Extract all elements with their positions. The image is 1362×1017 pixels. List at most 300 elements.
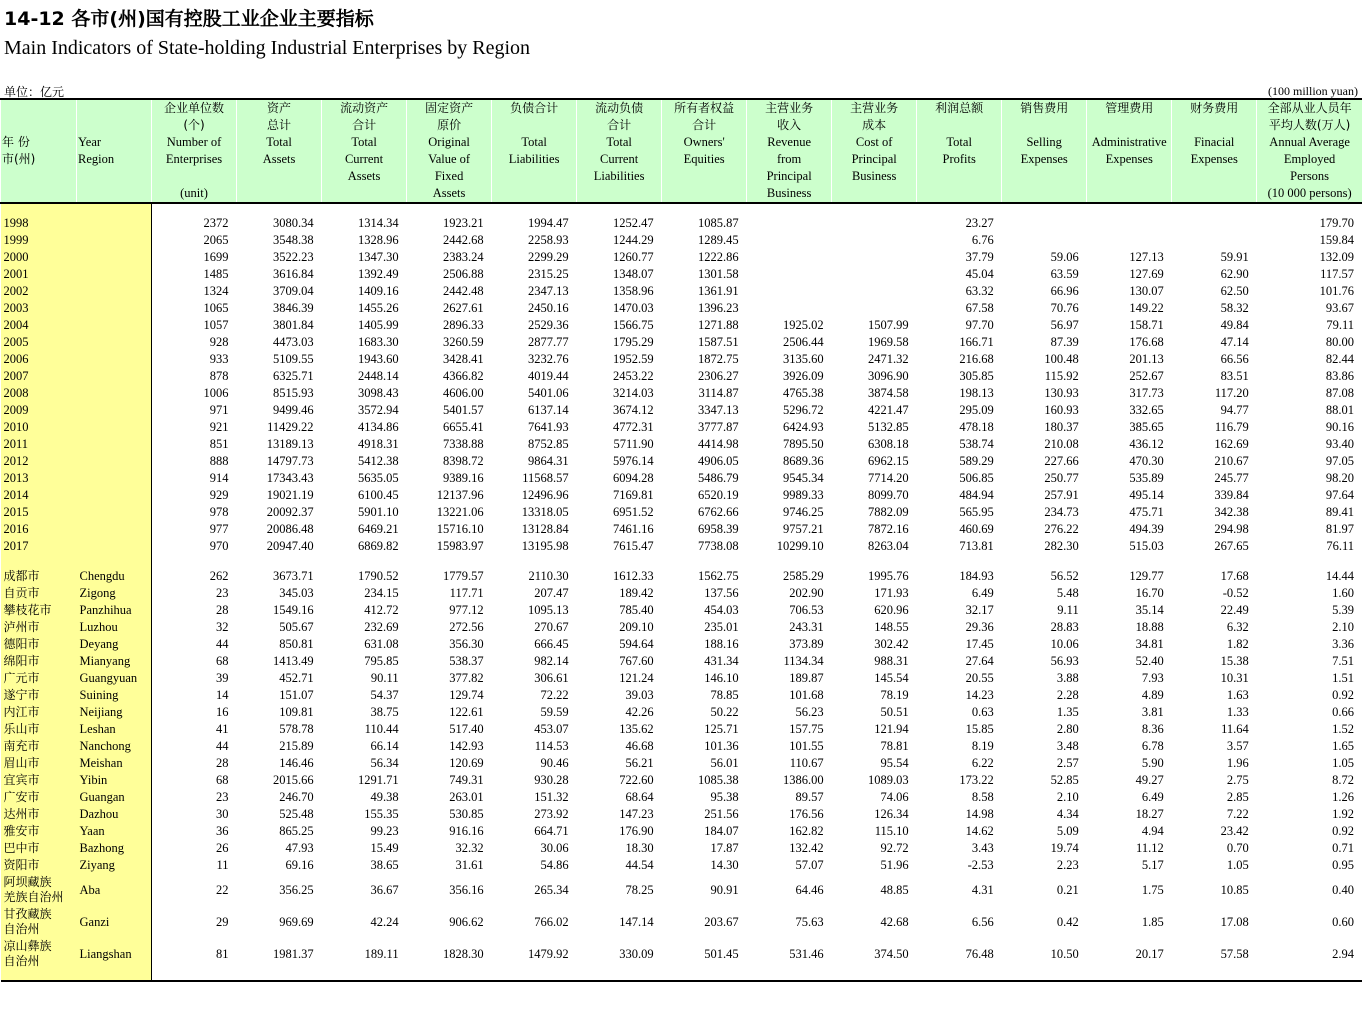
value-cell: 3347.13: [698, 403, 739, 417]
table-row: [1, 636, 1362, 653]
table-row: [1, 772, 1362, 789]
value-cell: [832, 215, 917, 232]
table-title-chinese: 14-12 各市(州)国有控股工业企业主要指标: [4, 8, 374, 30]
value-cell: 62.90: [1220, 267, 1249, 281]
value-cell: 160.93: [1044, 403, 1079, 417]
value-cell: 454.03: [704, 603, 739, 617]
value-cell: 928: [209, 335, 229, 349]
value-cell: 5401.57: [442, 403, 484, 417]
value-cell: 63.32: [965, 284, 994, 298]
region-cn-cell: 眉山市: [1, 755, 77, 772]
value-cell: 1085.87: [698, 216, 739, 230]
value-cell: 1.75: [1141, 882, 1164, 897]
value-cell: 19021.19: [266, 488, 314, 502]
value-cell: 1260.77: [613, 250, 654, 264]
table-row: [1, 232, 1362, 249]
value-cell: 2471.32: [868, 352, 909, 366]
value-cell: 17343.43: [266, 471, 314, 485]
value-cell: 257.91: [1044, 488, 1079, 502]
value-cell: 129.77: [1129, 569, 1164, 583]
value-cell: 978: [209, 505, 229, 519]
table-row: [1, 266, 1362, 283]
column-header-cn: 固定资产 原价: [425, 101, 474, 132]
region-en-cell: Bazhong: [77, 840, 152, 857]
value-cell: 14.98: [965, 807, 994, 821]
value-cell: 147.14: [619, 914, 654, 929]
region-cn-cell: 雅安市: [1, 823, 77, 840]
spacer-row: [1, 970, 1362, 981]
value-cell: 1409.16: [357, 284, 399, 298]
value-cell: 76.48: [965, 946, 994, 961]
value-cell: 6869.82: [357, 539, 399, 553]
value-cell: 32.32: [455, 841, 484, 855]
value-cell: 129.74: [449, 688, 484, 702]
value-cell: 5901.10: [357, 505, 399, 519]
region-cn-cell: 内江市: [1, 704, 77, 721]
value-cell: 2347.13: [527, 284, 569, 298]
value-cell: 766.02: [534, 914, 569, 929]
value-cell: 7738.08: [698, 539, 739, 553]
value-cell: 147.23: [619, 807, 654, 821]
value-cell: 54.37: [370, 688, 399, 702]
value-cell: 1358.96: [613, 284, 654, 298]
column-header: [1002, 99, 1087, 203]
region-en-cell: Ganzi: [77, 906, 152, 938]
value-cell: 5635.05: [357, 471, 399, 485]
value-cell: 356.25: [279, 882, 314, 897]
table-row: [1, 602, 1362, 619]
value-cell: 1943.60: [357, 352, 399, 366]
value-cell: 19.74: [1050, 841, 1079, 855]
value-cell: 888: [209, 454, 229, 468]
value-cell: 332.65: [1129, 403, 1164, 417]
value-cell: 87.39: [1050, 335, 1079, 349]
value-cell: 4134.86: [357, 420, 399, 434]
value-cell: 1065: [203, 301, 229, 315]
value-cell: 971: [209, 403, 229, 417]
value-cell: 51.96: [880, 858, 909, 872]
region-en-cell: [77, 504, 152, 521]
column-header-cn: 全部从业人员年 平均人数(万人): [1267, 101, 1352, 132]
value-cell: 29.36: [965, 620, 994, 634]
value-cell: 1507.99: [868, 318, 909, 332]
value-cell: 120.69: [449, 756, 484, 770]
region-en-cell: [77, 351, 152, 368]
table-row: [1, 653, 1362, 670]
value-cell: 339.84: [1214, 488, 1249, 502]
value-cell: 977.12: [449, 603, 484, 617]
value-cell: 1969.58: [868, 335, 909, 349]
region-cn-cell: 德阳市: [1, 636, 77, 653]
value-cell: 36: [216, 824, 229, 838]
value-cell: 7169.81: [613, 488, 654, 502]
value-cell: 0.92: [1332, 688, 1354, 702]
value-cell: 83.86: [1325, 369, 1354, 383]
column-header: [1172, 99, 1257, 203]
value-cell: 1.05: [1226, 858, 1249, 872]
value-cell: 1244.29: [613, 233, 654, 247]
year-cell: 2017: [1, 538, 77, 555]
value-cell: 3709.04: [272, 284, 314, 298]
value-cell: 377.82: [449, 671, 484, 685]
value-cell: 126.34: [874, 807, 909, 821]
region-en-cell: [77, 385, 152, 402]
value-cell: 1.65: [1332, 739, 1354, 753]
column-header: [577, 99, 662, 203]
value-cell: 4772.31: [613, 420, 654, 434]
value-cell: 81: [216, 946, 229, 961]
value-cell: 3214.03: [613, 386, 654, 400]
value-cell: 42.24: [370, 914, 399, 929]
value-cell: 142.93: [449, 739, 484, 753]
value-cell: 921: [209, 420, 229, 434]
value-cell: 15.49: [370, 841, 399, 855]
region-en-cell: [77, 283, 152, 300]
value-cell: 1683.30: [357, 335, 399, 349]
year-cell: 2004: [1, 317, 77, 334]
year-cell: 2012: [1, 453, 77, 470]
value-cell: 20092.37: [266, 505, 314, 519]
value-cell: 3673.71: [272, 569, 314, 583]
value-cell: 594.64: [619, 637, 654, 651]
value-cell: 356.30: [449, 637, 484, 651]
value-cell: 4.31: [971, 882, 994, 897]
value-cell: 234.15: [364, 586, 399, 600]
value-cell: 1549.16: [272, 603, 314, 617]
value-cell: 1.35: [1056, 705, 1079, 719]
value-cell: 1.96: [1226, 756, 1249, 770]
value-cell: 306.61: [534, 671, 569, 685]
value-cell: 495.14: [1129, 488, 1164, 502]
value-cell: 795.85: [364, 654, 399, 668]
column-header-cn: 主营业务 成本: [850, 101, 899, 132]
value-cell: 295.09: [959, 403, 994, 417]
value-cell: 245.77: [1214, 471, 1249, 485]
value-cell: 460.69: [959, 522, 994, 536]
year-cell: 1999: [1, 232, 77, 249]
value-cell: 149.22: [1129, 301, 1164, 315]
value-cell: 20947.40: [266, 539, 314, 553]
value-cell: 878: [209, 369, 229, 383]
value-cell: 184.93: [959, 569, 994, 583]
value-cell: 7461.16: [613, 522, 654, 536]
value-cell: 6962.15: [868, 454, 909, 468]
table-row: [1, 840, 1362, 857]
value-cell: 262: [209, 569, 229, 583]
value-cell: 27.64: [965, 654, 994, 668]
value-cell: 385.65: [1129, 420, 1164, 434]
value-cell: 14.44: [1325, 569, 1354, 583]
column-header: [322, 99, 407, 203]
value-cell: 44: [216, 637, 229, 651]
value-cell: 1386.00: [783, 773, 824, 787]
value-cell: 32.17: [965, 603, 994, 617]
value-cell: 2896.33: [442, 318, 484, 332]
value-cell: 1587.51: [698, 335, 739, 349]
value-cell: 865.25: [279, 824, 314, 838]
value-cell: 356.16: [449, 882, 484, 897]
value-cell: 68: [216, 773, 229, 787]
value-cell: 3135.60: [783, 352, 824, 366]
value-cell: 227.66: [1044, 454, 1079, 468]
value-cell: 6424.93: [783, 420, 824, 434]
value-cell: 166.71: [959, 335, 994, 349]
value-cell: [747, 249, 832, 266]
region-cn-cell: 宜宾市: [1, 772, 77, 789]
value-cell: 1485: [203, 267, 229, 281]
value-cell: 589.29: [959, 454, 994, 468]
region-en-cell: [77, 300, 152, 317]
value-cell: 11568.57: [522, 471, 569, 485]
table-row: [1, 789, 1362, 806]
region-en-cell: [77, 402, 152, 419]
value-cell: 11: [216, 858, 229, 872]
value-cell: 530.85: [449, 807, 484, 821]
value-cell: 1.92: [1332, 807, 1354, 821]
value-cell: 62.50: [1220, 284, 1249, 298]
value-cell: 20.17: [1135, 946, 1164, 961]
value-cell: [1172, 215, 1257, 232]
year-cell: 2005: [1, 334, 77, 351]
value-cell: 188.16: [704, 637, 739, 651]
region-cn-cell: 凉山彝族 自治州: [1, 938, 77, 970]
value-cell: 5412.38: [357, 454, 399, 468]
year-cell: 2007: [1, 368, 77, 385]
value-cell: 110.67: [789, 756, 824, 770]
value-cell: 3522.23: [272, 250, 314, 264]
column-header-en: Finacial Expenses: [1190, 135, 1238, 166]
value-cell: 20086.48: [266, 522, 314, 536]
value-cell: 97.64: [1325, 488, 1354, 502]
table-row: [1, 857, 1362, 874]
region-en-cell: Neijiang: [77, 704, 152, 721]
region-en-cell: [77, 453, 152, 470]
value-cell: 234.73: [1044, 505, 1079, 519]
value-cell: 146.10: [704, 671, 739, 685]
column-header: [492, 99, 577, 203]
value-cell: 1328.96: [357, 233, 399, 247]
value-cell: 2372: [203, 216, 229, 230]
table-row: [1, 687, 1362, 704]
value-cell: 209.10: [619, 620, 654, 634]
value-cell: 3846.39: [272, 301, 314, 315]
value-cell: 56.34: [370, 756, 399, 770]
value-cell: 13195.98: [521, 539, 569, 553]
value-cell: 0.42: [1056, 914, 1079, 929]
region-en-cell: Dazhou: [77, 806, 152, 823]
value-cell: 916.16: [449, 824, 484, 838]
value-cell: 2.75: [1226, 773, 1249, 787]
region-en-cell: [77, 266, 152, 283]
value-cell: 2.23: [1056, 858, 1079, 872]
value-cell: 6137.14: [527, 403, 569, 417]
value-cell: 6958.39: [698, 522, 739, 536]
value-cell: 4.94: [1141, 824, 1164, 838]
value-cell: 12137.96: [436, 488, 484, 502]
region-en-cell: Mianyang: [77, 653, 152, 670]
table-row: [1, 738, 1362, 755]
value-cell: 56.01: [710, 756, 739, 770]
table-row: [1, 283, 1362, 300]
value-cell: 3616.84: [272, 267, 314, 281]
value-cell: 16: [216, 705, 229, 719]
region-en-cell: [77, 317, 152, 334]
value-cell: 101.55: [789, 739, 824, 753]
column-header: [832, 99, 917, 203]
value-cell: 272.56: [449, 620, 484, 634]
value-cell: 80.00: [1325, 335, 1354, 349]
value-cell: 100.48: [1044, 352, 1079, 366]
table-row: [1, 585, 1362, 602]
value-cell: 56.97: [1050, 318, 1079, 332]
value-cell: 977: [209, 522, 229, 536]
table-row: [1, 351, 1362, 368]
column-header-en: Total Liabilities: [508, 135, 560, 166]
region-en-cell: [77, 232, 152, 249]
value-cell: 49.38: [370, 790, 399, 804]
value-cell: 1057: [203, 318, 229, 332]
value-cell: 97.70: [965, 318, 994, 332]
value-cell: 28: [216, 756, 229, 770]
value-cell: 101.68: [789, 688, 824, 702]
value-cell: 23: [216, 790, 229, 804]
value-cell: 5.17: [1141, 858, 1164, 872]
column-header: [747, 99, 832, 203]
year-cell: 2006: [1, 351, 77, 368]
region-en-cell: [77, 521, 152, 538]
column-header-en: Total Profits: [942, 135, 976, 166]
table-row: [1, 906, 1362, 938]
table-title-english: Main Indicators of State-holding Industrial Enterprises by Region: [4, 37, 531, 59]
value-cell: 2.57: [1056, 756, 1079, 770]
value-cell: 749.31: [449, 773, 484, 787]
region-cn-cell: 乐山市: [1, 721, 77, 738]
value-cell: 578.78: [279, 722, 314, 736]
value-cell: 9545.34: [783, 471, 824, 485]
value-cell: 478.18: [959, 420, 994, 434]
column-header-cn: 销售费用: [1020, 101, 1069, 115]
value-cell: 1.33: [1226, 705, 1249, 719]
value-cell: 117.20: [1214, 386, 1249, 400]
value-cell: 125.71: [704, 722, 739, 736]
value-cell: 155.35: [364, 807, 399, 821]
column-header-en: Administrative Expenses: [1091, 135, 1167, 166]
value-cell: 2.80: [1056, 722, 1079, 736]
year-cell: 2008: [1, 385, 77, 402]
value-cell: [747, 266, 832, 283]
value-cell: 78.19: [880, 688, 909, 702]
table-row: [1, 436, 1362, 453]
region-cn-cell: 阿坝藏族 羌族自治州: [1, 874, 77, 906]
value-cell: 4019.44: [527, 369, 569, 383]
value-cell: 2.10: [1332, 620, 1354, 634]
value-cell: 1994.47: [527, 216, 569, 230]
value-cell: 535.89: [1129, 471, 1164, 485]
value-cell: 1413.49: [272, 654, 314, 668]
table-row: [1, 249, 1362, 266]
value-cell: 1271.88: [698, 318, 739, 332]
value-cell: 5401.06: [527, 386, 569, 400]
region-en-cell: Zigong: [77, 585, 152, 602]
value-cell: 436.12: [1129, 437, 1164, 451]
value-cell: 1.60: [1332, 586, 1354, 600]
value-cell: 130.93: [1044, 386, 1079, 400]
value-cell: 92.72: [880, 841, 909, 855]
column-header-cn: 企业单位数 (个): [164, 101, 225, 132]
value-cell: 3080.34: [272, 216, 314, 230]
value-cell: 7714.20: [868, 471, 909, 485]
value-cell: 114.53: [534, 739, 569, 753]
column-header-cn: 利润总额: [935, 101, 984, 115]
column-header: [662, 99, 747, 203]
value-cell: 130.07: [1129, 284, 1164, 298]
table-body: [1, 203, 1362, 981]
value-cell: 176.68: [1129, 335, 1164, 349]
unit-label-english: (100 million yuan): [1268, 84, 1358, 98]
value-cell: 15983.97: [436, 539, 484, 553]
value-cell: 538.74: [959, 437, 994, 451]
table-row: [1, 300, 1362, 317]
value-cell: 2442.68: [442, 233, 484, 247]
region-en-cell: Ziyang: [77, 857, 152, 874]
value-cell: 531.46: [789, 946, 824, 961]
value-cell: 45.04: [965, 267, 994, 281]
table-row: [1, 419, 1362, 436]
value-cell: 70.76: [1050, 301, 1079, 315]
value-cell: 515.03: [1129, 539, 1164, 553]
table-row: [1, 385, 1362, 402]
value-cell: 6.49: [1141, 790, 1164, 804]
value-cell: 32: [216, 620, 229, 634]
value-cell: 305.85: [959, 369, 994, 383]
value-cell: 115.10: [874, 824, 909, 838]
value-cell: 64.46: [795, 882, 824, 897]
value-cell: 1348.07: [613, 267, 654, 281]
value-cell: 44: [216, 739, 229, 753]
value-cell: 6.78: [1141, 739, 1164, 753]
value-cell: 6100.45: [357, 488, 399, 502]
value-cell: 706.53: [789, 603, 824, 617]
value-cell: 179.70: [1319, 216, 1354, 230]
value-cell: 8689.36: [783, 454, 824, 468]
value-cell: 31.61: [455, 858, 484, 872]
value-cell: 66.14: [370, 739, 399, 753]
value-cell: 159.84: [1319, 233, 1354, 247]
value-cell: 374.50: [874, 946, 909, 961]
region-cn-cell: 甘孜藏族 自治州: [1, 906, 77, 938]
value-cell: 23.27: [965, 216, 994, 230]
value-cell: 1.52: [1332, 722, 1354, 736]
value-cell: 162.69: [1214, 437, 1249, 451]
value-cell: 243.31: [789, 620, 824, 634]
table-row: [1, 670, 1362, 687]
value-cell: 151.32: [534, 790, 569, 804]
value-cell: 68: [216, 654, 229, 668]
year-cell: 2001: [1, 266, 77, 283]
value-cell: 8.36: [1141, 722, 1164, 736]
value-cell: 1995.76: [868, 569, 909, 583]
value-cell: 1455.26: [357, 301, 399, 315]
value-cell: 2315.25: [527, 267, 569, 281]
value-cell: 1925.02: [783, 318, 824, 332]
value-cell: 3114.87: [698, 386, 739, 400]
value-cell: 2506.44: [783, 335, 824, 349]
value-cell: 93.67: [1325, 301, 1354, 315]
value-cell: 8.72: [1332, 773, 1354, 787]
value-cell: 8515.93: [272, 386, 314, 400]
value-cell: 17.45: [965, 637, 994, 651]
value-cell: 58.32: [1220, 301, 1249, 315]
